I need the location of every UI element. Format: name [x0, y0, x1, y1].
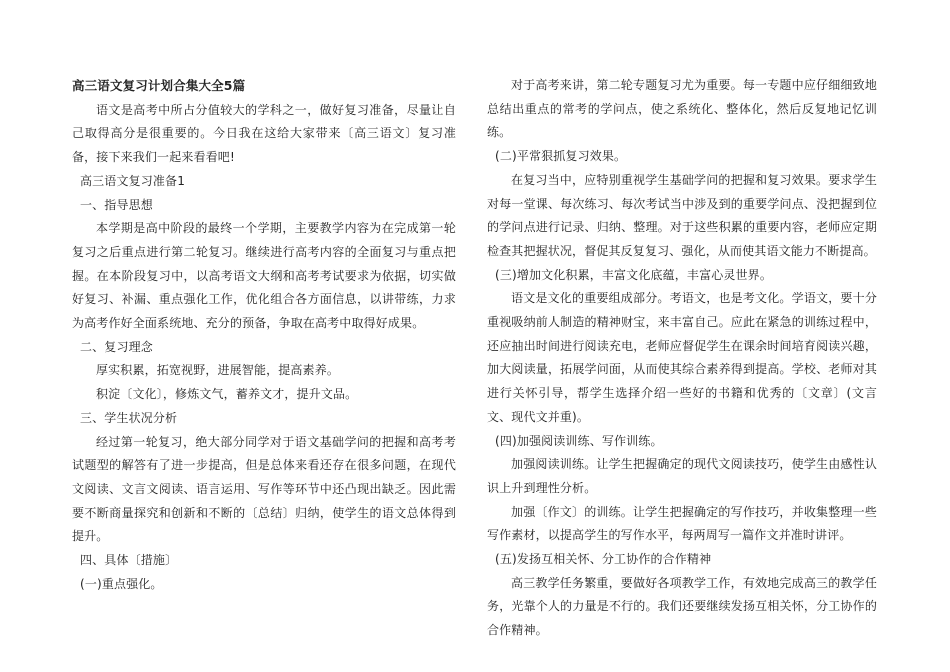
- section-heading: (五)发扬互相关怀、分工协作的合作精神: [495, 552, 712, 567]
- section-heading: 高三语文复习准备1: [80, 173, 185, 188]
- left-column: [72, 74, 456, 596]
- section-heading: (二)平常狠抓复习效果。: [495, 149, 627, 164]
- left-column-body: [72, 99, 456, 597]
- section-heading: 二、复习理念: [80, 339, 153, 354]
- paragraph: 本学期是高中阶段的最终一个学期，主要教学内容为在完成第一轮复习之后重点进行第二轮复习。继续进行高考内容的全面复习与重点把握。在本阶段复习中，以高考语文大纲和高考考试要求为依据，切实做好复习、补漏、重点强化工作，优化组合各方面信息，以讲带练，力求为高考作好全面系统地、充分的预备，争取在高考中取得好成果。: [72, 221, 456, 331]
- paragraph: 高三教学任务繁重，要做好各项教学工作，有效地完成高三的教学任务，光靠个人的力量是不行的。我们还要继续发扬互相关怀，分工协作的合作精神。: [487, 575, 877, 638]
- right-column: [487, 74, 877, 643]
- paragraph: 加强阅读训练。让学生把握确定的现代文阅读技巧，使学生由感性认识上升到理性分析。: [487, 457, 877, 495]
- paragraph: 经过第一轮复习，绝大部分同学对于语文基础学问的把握和高考考试题型的解答有了进一步提高，但是总体来看还存在很多问题，在现代文阅读、文言文阅读、语言运用、写作等环节中还凸现出缺乏。因此需要不断商量探究和创新和不断的〔总结〕归纳，使学生的语文总体得到提升。: [72, 434, 456, 544]
- paragraph: 积淀〔文化〕，修炼文气，蓄养文才，提升文品。: [96, 387, 358, 402]
- section-heading: (三)增加文化积累，丰富文化底蕴，丰富心灵世界。: [495, 267, 772, 282]
- paragraph: 对于高考来讲，第二轮专题复习尤为重要。每一专题中应仔细细致地总结出重点的常考的学问点，使之系统化、整体化，然后反复地记忆训练。: [487, 78, 877, 140]
- paragraph: 语文是文化的重要组成部分。考语文，也是考文化。学语文，要十分重视吸纳前人制造的精神财宝，来丰富自己。应此在紧急的训练过程中，还应抽出时间进行阅读充电，老师应督促学生在课余时间培育阅读兴趣，加大阅读量，拓展学问面，从而使其综合素养得到提高。学校、老师对其进行关怀引导，帮学生选择介绍一些好的书籍和优秀的〔文章〕(文言文、现代文并重)。: [487, 291, 877, 424]
- section-heading: (一)重点强化。: [80, 576, 163, 591]
- paragraph: 语文是高考中所占分值较大的学科之一，做好复习准备，尽量让自己取得高分是很重要的。今日我在这给大家带来〔高三语文〕复习准备，接下来我们一起来看看吧!: [72, 102, 456, 165]
- right-column-body: [487, 74, 877, 643]
- paragraph: 加强〔作文〕的训练。让学生把握确定的写作技巧，并收集整理一些写作素材，以提高学生的写作水平，每两周写一篇作文并准时讲评。: [487, 504, 877, 543]
- section-heading: 四、具体〔措施〕: [80, 553, 178, 568]
- section-heading: (四)加强阅读训练、写作训练。: [495, 433, 663, 448]
- paragraph: 厚实积累，拓宽视野，进展智能，提高素养。: [96, 363, 340, 378]
- document-title: 高三语文复习计划合集大全5篇: [72, 78, 246, 93]
- section-heading: 三、学生状况分析: [80, 410, 178, 425]
- paragraph: 在复习当中，应特别重视学生基础学问的把握和复习效果。要求学生对每一堂课、每次练习、每次考试当中涉及到的重要学问点、没把握到位的学问点进行记录、归纳、整理。对于这些积累的重要内容，老师应定期检查其把握状况，督促其反复复习、强化，从而使其语文能力不断提高。: [487, 172, 877, 258]
- section-heading: 一、指导思想: [80, 197, 153, 212]
